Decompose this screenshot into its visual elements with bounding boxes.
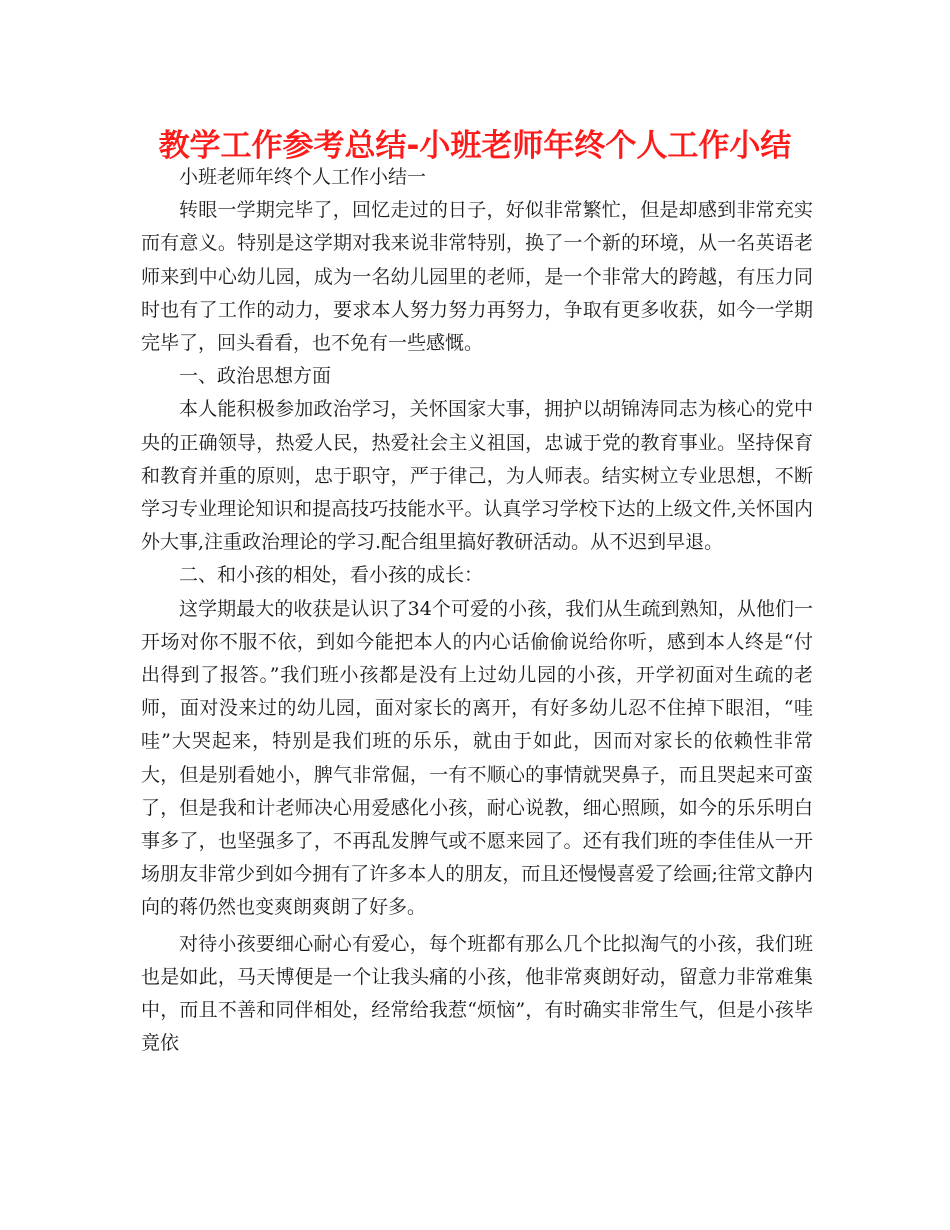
paragraph-intro: 转眼一学期完毕了，回忆走过的日子，好似非常繁忙，但是却感到非常充实而有意义。特别是这学期对我来说非常特别，换了一个新的环境，从一名英语老师来到中心幼儿园，成为一名幼儿园里的老师，是一个非常大的跨越，有压力同时也有了工作的动力，要求本人努力努力再努力，争取有更多收获，如今一学期完毕了，回头看看，也不免有一些感慨。 (141, 199, 813, 355)
section-heading-politics: 一、政治思想方面 (179, 365, 332, 388)
paragraph-children: 这学期最大的收获是认识了34个可爱的小孩，我们从生疏到熟知，从他们一开场对你不服不依，到如今能把本人的内心话偷偷说给你听，感到本人终是“付出得到了报答。”我们班小孩都是没有上过幼儿园的小孩，开学初面对生疏的老师，面对没来过的幼儿园，面对家长的离开，有好多幼儿忍不住掉下眼泪，“哇哇”大哭起来，特别是我们班的乐乐，就由于如此，因而对家长的依赖性非常大，但是别看她小，脾气非常倔，一有不顺心的事情就哭鼻子，而且哭起来可蛮了，但是我和计老师决心用爱感化小孩，耐心说教，细心照顾，如今的乐乐明白事多了，也坚强多了，不再乱发脾气或不愿来园了。还有我们班的李佳佳从一开场朋友非常少到如今拥有了许多本人的朋友，而且还慢慢喜爱了绘画;往常文静内向的蒋仍然也变爽朗爽朗了好多。 (141, 597, 813, 919)
document-body (141, 161, 813, 1060)
document-title: 教学工作参考总结-小班老师年终个人工作小结 (158, 128, 792, 164)
paragraph-patience: 对待小孩要细心耐心有爱心，每个班都有那么几个比拟淘气的小孩，我们班也是如此，马天博便是一个让我头痛的小孩，他非常爽朗好动，留意力非常难集中，而且不善和同伴相处，经常给我惹“烦恼”，有时确实非常生气，但是小孩毕竟依 (141, 932, 813, 1055)
paragraph-politics: 本人能积极参加政治学习，关怀国家大事，拥护以胡锦涛同志为核心的党中央的正确领导，热爱人民，热爱社会主义祖国，忠诚于党的教育事业。坚持保育和教育并重的原则，忠于职守，严于律己，为人师表。结实树立专业思想，不断学习专业理论知识和提高技巧技能水平。认真学习学校下达的上级文件,关怀国内外大事,注重政治理论的学习.配合组里搞好教研活动。从不迟到早退。 (141, 398, 813, 554)
section-heading-children: 二、和小孩的相处，看小孩的成长： (179, 564, 484, 587)
document-subtitle: 小班老师年终个人工作小结一 (179, 166, 427, 188)
